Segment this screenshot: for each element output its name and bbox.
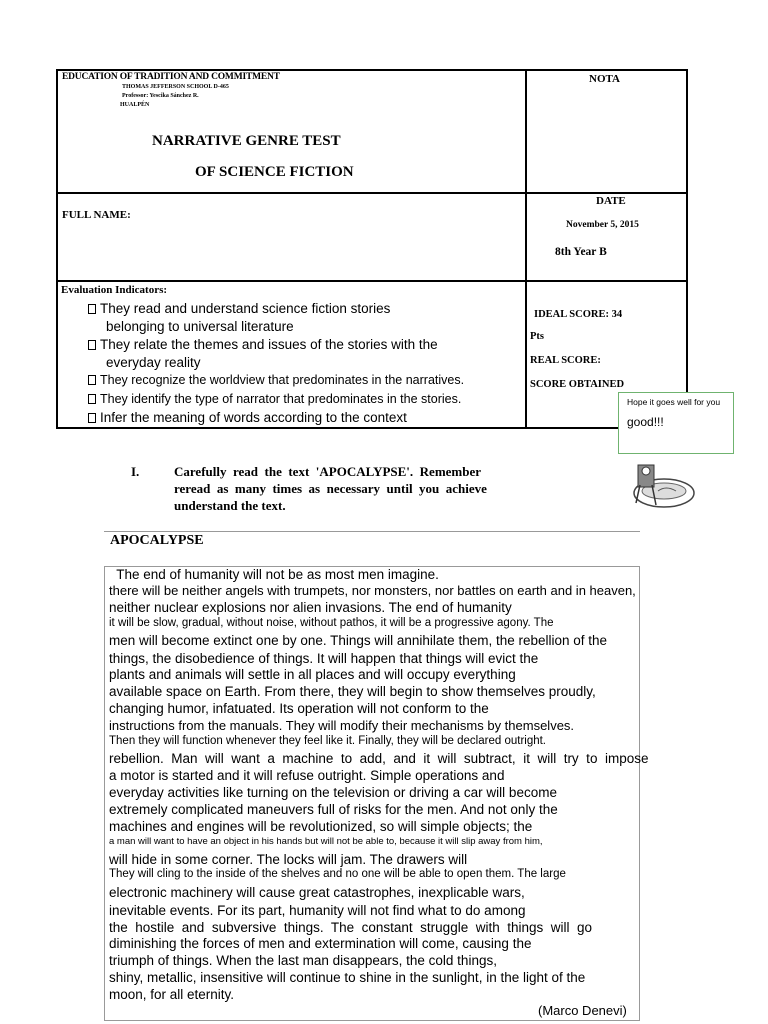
- indicator-item: Infer the meaning of words according to the context: [88, 410, 407, 425]
- indicator-item: They relate the themes and issues of the stories with the: [88, 337, 438, 352]
- real-score-label: REAL SCORE:: [530, 355, 601, 366]
- story-line: will hide in some corner. The locks will jam. The drawers will: [109, 852, 468, 867]
- date-value: November 5, 2015: [566, 220, 639, 230]
- story-line: things, the disobedience of things. It will happen that things will evict the: [109, 651, 539, 666]
- story-line: extremely complicated maneuvers full of risks for the men. And not only the: [109, 802, 558, 817]
- story-line: diminishing the forces of men and extermination will come, causing the: [109, 936, 532, 951]
- story-line: it will be slow, gradual, without noise, without pathos, it will be a progressive agony. The: [109, 617, 554, 629]
- story-line: men will become extinct one by one. Things will annihilate them, the rebellion of the: [109, 633, 608, 648]
- story-line: changing humor, infatuated. Its operation will not conform to the: [109, 701, 489, 716]
- full-name-label: FULL NAME:: [62, 209, 131, 221]
- ideal-score-label: IDEAL SCORE: 34: [534, 309, 623, 320]
- story-line: rebellion. Man will want a machine to add, and it will subtract, it will try to impose: [109, 751, 649, 766]
- score-obtained-label: SCORE OBTAINED: [530, 379, 625, 390]
- story-line: machines and engines will be revolutionized, so will simple objects; the: [109, 819, 533, 834]
- instruction-number: I.: [131, 464, 140, 479]
- instruction-line2: reread as many times as necessary until you achieve: [174, 481, 487, 496]
- story-line: electronic machinery will cause great catastrophes, inexplicable wars,: [109, 885, 525, 900]
- school-name: THOMAS JEFFERSON SCHOOL D-465: [122, 84, 229, 90]
- test-title-line2: OF SCIENCE FICTION: [195, 164, 354, 180]
- story-line: shiny, metallic, insensitive will continue to shine in the sunlight, in the light of the: [109, 970, 586, 985]
- story-line: They will cling to the inside of the shelves and no one will be able to open them. The large: [109, 868, 566, 880]
- story-line: instructions from the manuals. They will modify their mechanisms by themselves.: [109, 718, 575, 733]
- comment-line1: Hope it goes well for you: [627, 397, 721, 407]
- date-label: DATE: [596, 195, 626, 207]
- story-line: the hostile and subversive things. The constant struggle with things will go: [109, 920, 593, 935]
- story-author: (Marco Denevi): [538, 1003, 627, 1018]
- indicators-title: Evaluation Indicators:: [61, 284, 168, 296]
- comment-line2: good!!!: [627, 415, 664, 429]
- indicator-item: They read and understand science fiction stories: [88, 301, 390, 316]
- header-table: [56, 69, 688, 429]
- indicator-item-continuation: belonging to universal literature: [106, 319, 294, 334]
- checkbox-icon: [88, 340, 96, 350]
- column-divider: [525, 71, 527, 427]
- story-line: a man will want to have an object in his hands but will not be able to, because it will slip away from him,: [109, 836, 543, 847]
- story-line: available space on Earth. From there, they will begin to show themselves proudly,: [109, 684, 596, 699]
- checkbox-icon: [88, 304, 96, 314]
- instruction-line1: Carefully read the text 'APOCALYPSE'. Remember: [174, 464, 482, 479]
- story-line: a motor is started and it will refuse outright. Simple operations and: [109, 768, 505, 783]
- test-title-line1: NARRATIVE GENRE TEST: [152, 133, 341, 149]
- row-divider-1: [58, 192, 686, 194]
- checkbox-icon: [88, 375, 96, 385]
- story-title: APOCALYPSE: [110, 533, 204, 548]
- indicator-item: They identify the type of narrator that predominates in the stories.: [88, 392, 461, 406]
- pts-label: Pts: [530, 331, 544, 342]
- school-city: HUALPÉN: [120, 102, 150, 108]
- story-line: triumph of things. When the last man disappears, the cold things,: [109, 953, 497, 968]
- professor-name: Professor: Yescika Sánchez R.: [122, 93, 199, 99]
- story-line: there will be neither angels with trumpets, nor monsters, nor battles on earth and in heaven,: [109, 583, 636, 598]
- comment-bubble[interactable]: [618, 392, 734, 454]
- story-line: everyday activities like turning on the television or driving a car will become: [109, 785, 557, 800]
- story-top-rule: [104, 531, 640, 532]
- school-motto: EDUCATION OF TRADITION AND COMMITMENT: [62, 72, 280, 82]
- story-line: moon, for all eternity.: [109, 987, 235, 1002]
- story-line: inevitable events. For its part, humanity will not find what to do among: [109, 903, 526, 918]
- checkbox-icon: [88, 413, 96, 423]
- row-divider-2: [58, 280, 686, 282]
- instruction-line3: understand the text.: [174, 498, 286, 513]
- indicator-item-continuation: everyday reality: [106, 355, 201, 370]
- story-line: The end of humanity will not be as most men imagine.: [109, 567, 439, 582]
- robot-icon: [632, 455, 702, 515]
- robot-illustration: [632, 455, 702, 515]
- story-line: Then they will function whenever they feel like it. Finally, they will be declared outright.: [109, 735, 547, 747]
- story-line: neither nuclear explosions nor alien invasions. The end of humanity: [109, 600, 512, 615]
- class-grade: 8th Year B: [555, 246, 607, 258]
- nota-label: NOTA: [589, 73, 620, 85]
- checkbox-icon: [88, 394, 96, 404]
- story-line: plants and animals will settle in all places and will occupy everything: [109, 667, 516, 682]
- indicator-item: They recognize the worldview that predominates in the narratives.: [88, 373, 464, 387]
